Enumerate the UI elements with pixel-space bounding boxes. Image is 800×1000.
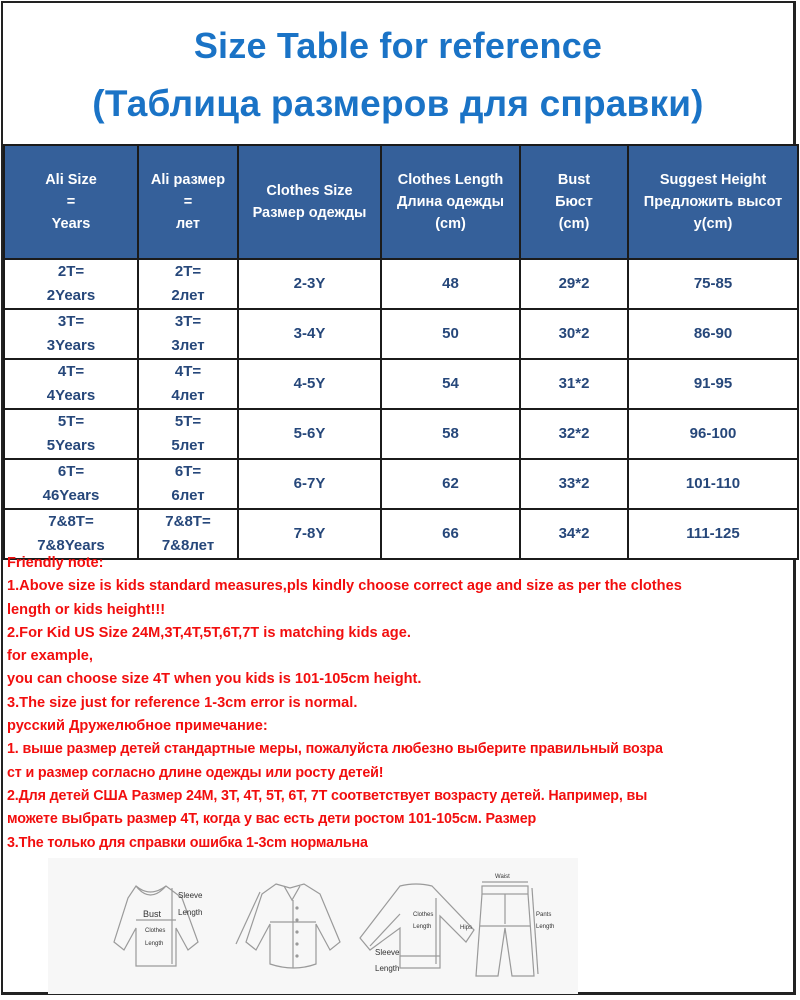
note-line: length or kids height!!! <box>7 601 166 618</box>
cell-ali-size-ru: 5T= 5лет <box>138 409 238 459</box>
note-line-ru: 3.The только для справки ошибка 1-3cm нормальна <box>7 834 368 851</box>
note-line-ru: 1. выше размер детей стандартные меры, пожалуйста любезно выберите правильный возра <box>7 741 663 758</box>
measurement-diagram <box>48 858 578 994</box>
table-row <box>4 409 798 459</box>
cell-bust: 34*2 <box>520 509 628 559</box>
title-english: Size Table for reference <box>193 25 603 66</box>
note-line-ru: 2.Для детей США Размер 24M, 3T, 4T, 5T, 6T, 7T соответствует возрасту детей. Например, вы <box>7 787 648 804</box>
title-russian: (Таблица размеров для справки) <box>92 83 704 124</box>
cell-clothes-length: 66 <box>381 509 520 559</box>
note-heading: Friendly note: <box>7 555 104 571</box>
label-length: Length <box>536 924 555 930</box>
cell-bust: 33*2 <box>520 459 628 509</box>
label-sleeve: Sleeve <box>375 948 400 957</box>
header-suggest-height: Suggest Height Предложить высот у(cm) <box>628 145 798 259</box>
cell-ali-size-ru: 6T= 6лет <box>138 459 238 509</box>
cell-ali-size-ru: 4T= 4лет <box>138 359 238 409</box>
cell-suggest-height: 96-100 <box>628 409 798 459</box>
cell-bust: 31*2 <box>520 359 628 409</box>
note-line: 3.The size just for reference 1-3cm error is normal. <box>7 694 358 711</box>
table-row <box>4 359 798 409</box>
note-line: for example, <box>7 648 93 665</box>
friendly-notes <box>7 552 797 855</box>
cell-ali-size-ru: 7&8T= 7&8лет <box>138 509 238 559</box>
cell-ali-size: 3T= 3Years <box>4 309 138 359</box>
cell-ali-size: 5T= 5Years <box>4 409 138 459</box>
cell-ali-size: 4T= 4Years <box>4 359 138 409</box>
cell-ali-size-ru: 3T= 3лет <box>138 309 238 359</box>
cell-clothes-size: 3-4Y <box>238 309 381 359</box>
table-row <box>4 459 798 509</box>
label-waist: Waist <box>495 874 510 880</box>
cell-bust: 32*2 <box>520 409 628 459</box>
label-clothes: Clothes <box>145 928 166 934</box>
header-ali-size-ru: Ali размер = лет <box>138 145 238 259</box>
header-ali-size: Ali Size = Years <box>4 145 138 259</box>
cell-suggest-height: 101-110 <box>628 459 798 509</box>
cell-ali-size: 7&8T= 7&8Years <box>4 509 138 559</box>
cell-clothes-length: 54 <box>381 359 520 409</box>
label-length: Length <box>145 941 164 947</box>
label-sleeve: Sleeve <box>178 891 203 900</box>
shirt-diagram-icon <box>236 884 340 968</box>
size-chart-frame <box>1 1 796 995</box>
cell-clothes-length: 50 <box>381 309 520 359</box>
pants-diagram-icon <box>476 882 538 976</box>
header-bust: Bust Бюст (cm) <box>520 145 628 259</box>
cell-bust: 29*2 <box>520 259 628 309</box>
table-row <box>4 309 798 359</box>
table-header-row <box>4 145 798 259</box>
cell-clothes-size: 2-3Y <box>238 259 381 309</box>
cell-bust: 30*2 <box>520 309 628 359</box>
cell-suggest-height: 75-85 <box>628 259 798 309</box>
label-clothes: Clothes <box>413 912 434 918</box>
header-clothes-size: Clothes Size Размер одежды <box>238 145 381 259</box>
cell-clothes-size: 4-5Y <box>238 359 381 409</box>
note-line-ru: ст и размер согласно длине одежды или росту детей! <box>7 764 384 781</box>
cell-clothes-length: 58 <box>381 409 520 459</box>
cell-ali-size-ru: 2T= 2лет <box>138 259 238 309</box>
size-table <box>3 144 799 560</box>
cell-ali-size: 6T= 46Years <box>4 459 138 509</box>
note-line: 2.For Kid US Size 24M,3T,4T,5T,6T,7T is matching kids age. <box>7 624 411 641</box>
cell-ali-size: 2T= 2Years <box>4 259 138 309</box>
label-length: Length <box>178 908 203 917</box>
label-hips: Hips <box>460 925 473 931</box>
cell-suggest-height: 91-95 <box>628 359 798 409</box>
note-line: 1.Above size is kids standard measures,pls kindly choose correct age and size as per the clothes <box>7 578 682 595</box>
note-line-ru: можете выбрать размер 4T, когда у вас есть дети ростом 101-105см. Размер <box>7 811 537 828</box>
label-bust: Bust <box>143 909 162 919</box>
cell-suggest-height: 111-125 <box>628 509 798 559</box>
cell-clothes-size: 6-7Y <box>238 459 381 509</box>
header-clothes-length: Clothes Length Длина одежды (cm) <box>381 145 520 259</box>
cell-clothes-size: 5-6Y <box>238 409 381 459</box>
label-length: Length <box>375 964 400 973</box>
cell-clothes-length: 48 <box>381 259 520 309</box>
note-heading-ru: русский Дружелюбное примечание: <box>7 718 268 735</box>
label-length: Length <box>413 924 432 930</box>
cell-suggest-height: 86-90 <box>628 309 798 359</box>
table-row <box>4 259 798 309</box>
cell-clothes-size: 7-8Y <box>238 509 381 559</box>
title-block <box>3 3 793 145</box>
label-pants: Pants <box>536 912 552 918</box>
cell-clothes-length: 62 <box>381 459 520 509</box>
note-line: you can choose size 4T when you kids is 101-105cm height. <box>7 671 422 688</box>
